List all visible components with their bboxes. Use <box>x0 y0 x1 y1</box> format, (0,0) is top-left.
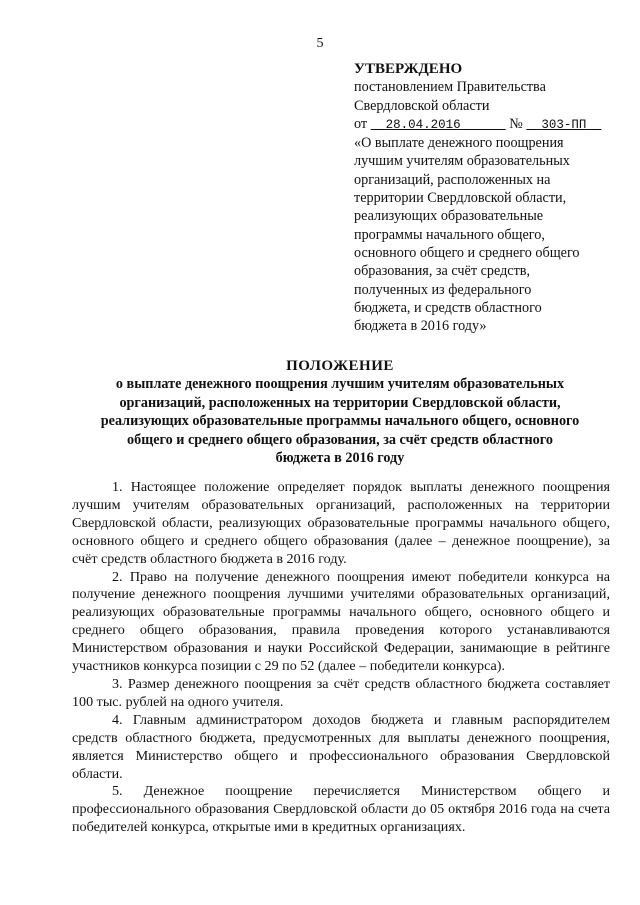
paragraph-1: 1. Настоящее положение определяет порядок выплаты денежного поощрения лучшим учителям образовательных организаций, расположенных на территории Свердловской области, реализующих образовательные программы начального общего, основного общего и среднего общего образования (далее – денежное поощрение), за счёт средств областного бюджета в 2016 году. <box>72 479 610 567</box>
title-line: реализующих образовательные программы начального общего, основного <box>100 413 580 430</box>
paragraph-4: 4. Главным администратором доходов бюджета и главным распорядителем средств областного бюджета, предусмотренных для выплаты денежного поощрения, является Министерство общего и профессионального образования Свердловской области. <box>72 711 610 782</box>
document-body <box>72 479 610 837</box>
approval-line: организаций, расположенных на <box>354 171 551 188</box>
document-title <box>60 357 620 467</box>
approval-line: постановлением Правительства <box>354 79 546 96</box>
approval-line: лучшим учителям образовательных <box>354 153 570 170</box>
approval-line: «О выплате денежного поощрения <box>354 135 564 152</box>
approval-block <box>354 60 624 335</box>
approval-date-number <box>354 115 624 134</box>
approval-line: полученных из федерального <box>354 281 532 298</box>
number-label: № <box>509 115 523 132</box>
approval-heading: УТВЕРЖДЕНО <box>354 61 463 77</box>
approval-line: реализующих образовательные <box>354 208 544 225</box>
approval-number: 303-ПП <box>541 117 587 132</box>
paragraph-2: 2. Право на получение денежного поощрения имеют победители конкурса на получение денежного поощрения лучшими учителями образовательных организаций, реализующих образовательные программы начального общего, основного общего и среднего общего образования, правила проведения которого устанавливаются Министерством образования и науки Российской Федерации, занимающие в рейтинге участников конкурса позиции с 29 по 52 (далее – победители конкурса). <box>72 568 610 675</box>
title-line: общего и среднего общего образования, за счёт средств областного <box>127 431 553 448</box>
approval-line: территории Свердловской области, <box>354 190 567 207</box>
title-line: организаций, расположенных на территории Свердловской области, <box>119 394 561 411</box>
approval-line: основного общего и среднего общего <box>354 244 580 261</box>
approval-line: бюджета в 2016 году» <box>354 318 487 335</box>
paragraph-3: 3. Размер денежного поощрения за счёт средств областного бюджета составляет 100 тыс. рублей на одного учителя. <box>72 675 610 710</box>
document-heading: ПОЛОЖЕНИЕ <box>286 358 394 374</box>
approval-line: бюджета, и средств областного <box>354 299 542 316</box>
approval-line: программы начального общего, <box>354 226 545 243</box>
from-label: от <box>354 115 368 132</box>
approval-line: Свердловской области <box>354 97 490 114</box>
page-number: 5 <box>316 36 324 51</box>
title-line: бюджета в 2016 году <box>275 450 405 467</box>
title-line: о выплате денежного поощрения лучшим учителям образовательных <box>115 376 565 393</box>
approval-date: 28.04.2016 <box>385 117 461 132</box>
approval-line: образования, за счёт средств, <box>354 263 531 280</box>
paragraph-5: 5. Денежное поощрение перечисляется Министерством общего и профессионального образования Свердловской области до 05 октября 2016 года на счета победителей конкурса, открытые ими в кредитных организациях. <box>72 783 610 836</box>
